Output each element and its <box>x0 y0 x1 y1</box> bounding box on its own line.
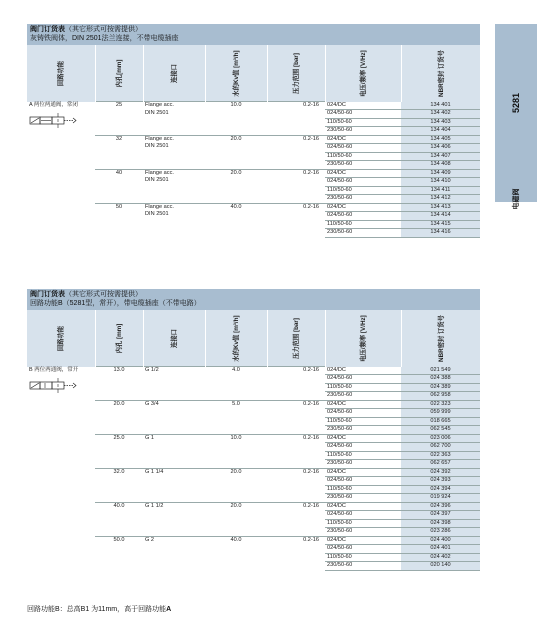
table-b <box>27 310 480 571</box>
table-row <box>27 468 480 477</box>
function-cell <box>27 367 95 571</box>
kv-cell: 20.0 <box>205 468 267 502</box>
order-table-a <box>27 24 480 238</box>
order-code-cell: 024 394 <box>401 485 480 494</box>
voltage-cell: 230/50-60 <box>325 494 401 503</box>
voltage-cell: 230/50-60 <box>325 195 401 204</box>
kv-cell: 4.0 <box>205 367 267 401</box>
order-code-cell: 020 140 <box>401 562 480 571</box>
column-header <box>205 310 267 367</box>
column-header <box>325 310 401 367</box>
order-code-cell: 024 402 <box>401 553 480 562</box>
voltage-cell: 024/DC <box>325 536 401 545</box>
column-header-label: 水的Kv值 [m³/h] <box>232 49 240 97</box>
column-header <box>267 45 325 102</box>
voltage-cell: 024/50-60 <box>325 178 401 187</box>
bore-cell: 13.0 <box>95 367 143 401</box>
side-tab-category: 电磁阀 <box>513 188 520 210</box>
column-header <box>143 45 205 102</box>
column-header <box>143 310 205 367</box>
order-code-cell: 024 396 <box>401 502 480 511</box>
column-header-label: 压力范围 [bar] <box>292 52 300 94</box>
pressure-cell: 0.2-16 <box>267 400 325 434</box>
order-code-cell: 024 392 <box>401 468 480 477</box>
column-header-label: 回路功能 <box>57 325 65 351</box>
order-code-cell: 024 397 <box>401 511 480 520</box>
pressure-cell: 0.2-16 <box>267 102 325 136</box>
bore-cell: 40.0 <box>95 502 143 536</box>
bore-cell: 50.0 <box>95 536 143 570</box>
order-code-cell: 023 006 <box>401 434 480 443</box>
order-code-cell: 134 410 <box>401 178 480 187</box>
voltage-cell: 024/DC <box>325 135 401 144</box>
order-code-cell: 134 413 <box>401 203 480 212</box>
voltage-cell: 024/50-60 <box>325 443 401 452</box>
voltage-cell: 230/50-60 <box>325 229 401 238</box>
function-label: B 两位两通阀，常开 <box>29 366 79 373</box>
side-tab <box>495 24 537 210</box>
voltage-cell: 230/50-60 <box>325 426 401 435</box>
order-code-cell: 022 323 <box>401 400 480 409</box>
kv-cell: 20.0 <box>205 169 267 203</box>
order-code-cell: 059 999 <box>401 409 480 418</box>
table-a <box>27 45 480 238</box>
column-header-label: NBR密封 订货号 <box>437 49 445 97</box>
kv-cell: 5.0 <box>205 400 267 434</box>
connection-line: Flange acc. <box>145 169 174 176</box>
connection-line: G 3/4 <box>145 400 159 407</box>
pressure-cell: 0.2-16 <box>267 169 325 203</box>
table-row <box>27 536 480 545</box>
kv-cell: 40.0 <box>205 203 267 237</box>
order-code-cell: 134 407 <box>401 152 480 161</box>
voltage-cell: 024/DC <box>325 203 401 212</box>
voltage-cell: 110/50-60 <box>325 220 401 229</box>
order-code-cell: 023 286 <box>401 528 480 537</box>
order-code-cell: 134 403 <box>401 118 480 127</box>
column-header-label: 内孔 [mm] <box>115 323 123 353</box>
pressure-cell: 0.2-16 <box>267 367 325 401</box>
voltage-cell: 024/DC <box>325 102 401 110</box>
order-code-cell: 134 402 <box>401 110 480 119</box>
voltage-cell: 024/50-60 <box>325 212 401 221</box>
connection-cell <box>143 468 205 502</box>
voltage-cell: 230/50-60 <box>325 460 401 469</box>
connection-cell <box>143 536 205 570</box>
kv-cell: 20.0 <box>205 135 267 169</box>
voltage-cell: 024/50-60 <box>325 110 401 119</box>
voltage-cell: 230/50-60 <box>325 392 401 401</box>
order-code-cell: 134 412 <box>401 195 480 204</box>
column-header <box>27 45 95 102</box>
voltage-cell: 110/50-60 <box>325 152 401 161</box>
column-header-label: 连接口 <box>170 63 178 83</box>
voltage-cell: 110/50-60 <box>325 519 401 528</box>
connection-cell <box>143 102 205 136</box>
column-header-label: 电压/频率 [V/Hz] <box>359 49 367 97</box>
bore-cell: 32.0 <box>95 468 143 502</box>
bore-cell: 40 <box>95 169 143 203</box>
connection-line: DIN 2501 <box>145 143 169 149</box>
footnote-text: 回路功能B：总高B1 为11mm，高于回路功能 <box>27 606 167 613</box>
order-code-cell: 062 700 <box>401 443 480 452</box>
connection-cell <box>143 502 205 536</box>
table-row <box>27 102 480 110</box>
table-row <box>27 367 480 375</box>
voltage-cell: 110/50-60 <box>325 118 401 127</box>
voltage-cell: 024/DC <box>325 169 401 178</box>
column-header <box>325 45 401 102</box>
voltage-cell: 230/50-60 <box>325 161 401 170</box>
pressure-cell: 0.2-16 <box>267 468 325 502</box>
order-code-cell: 134 414 <box>401 212 480 221</box>
order-code-cell: 024 398 <box>401 519 480 528</box>
table-row <box>27 502 480 511</box>
column-header <box>95 310 143 367</box>
voltage-cell: 230/50-60 <box>325 528 401 537</box>
order-code-cell: 134 411 <box>401 186 480 195</box>
connection-line: Flange acc. <box>145 135 174 142</box>
connection-line: G 1 1/4 <box>145 468 164 475</box>
kv-cell: 20.0 <box>205 502 267 536</box>
connection-line: G 1 1/2 <box>145 502 164 509</box>
order-code-cell: 134 404 <box>401 127 480 136</box>
connection-line: DIN 2501 <box>145 109 169 116</box>
voltage-cell: 024/50-60 <box>325 375 401 384</box>
table-a-title-note: （其它形式可按需提供） <box>65 26 142 33</box>
voltage-cell: 110/50-60 <box>325 186 401 195</box>
voltage-cell: 110/50-60 <box>325 383 401 392</box>
order-code-cell: 019 924 <box>401 494 480 503</box>
order-code-cell: 134 409 <box>401 169 480 178</box>
order-code-cell: 134 406 <box>401 144 480 153</box>
connection-cell <box>143 169 205 203</box>
table-row <box>27 400 480 409</box>
table-a-title: 阀门订货表 <box>30 26 65 33</box>
order-code-cell: 024 401 <box>401 545 480 554</box>
order-code-cell: 024 400 <box>401 536 480 545</box>
column-header <box>401 45 480 102</box>
column-header <box>267 310 325 367</box>
column-header-label: 内孔[mm] <box>115 59 123 87</box>
order-code-cell: 062 657 <box>401 460 480 469</box>
connection-line: DIN 2501 <box>145 211 169 217</box>
column-header-label: 压力范围 [bar] <box>292 317 300 359</box>
voltage-cell: 024/50-60 <box>325 511 401 520</box>
voltage-cell: 024/50-60 <box>325 409 401 418</box>
voltage-cell: 110/50-60 <box>325 485 401 494</box>
valve-symbol-icon <box>29 111 89 131</box>
valve-symbol-icon <box>29 376 89 396</box>
order-code-cell: 021 549 <box>401 367 480 375</box>
order-code-cell: 018 665 <box>401 417 480 426</box>
voltage-cell: 024/50-60 <box>325 477 401 486</box>
table-row <box>27 169 480 178</box>
order-code-cell: 022 363 <box>401 451 480 460</box>
table-a-subtitle: 灰铸铁阀体，DIN 2501法兰连接，不带电缆插座 <box>30 35 179 42</box>
connection-line: G 2 <box>145 536 155 543</box>
bore-cell: 50 <box>95 203 143 237</box>
column-header-label: 电压/频率 [V/Hz] <box>359 314 367 362</box>
voltage-cell: 230/50-60 <box>325 127 401 136</box>
table-row <box>27 135 480 144</box>
column-header <box>205 45 267 102</box>
connection-line: Flange acc. <box>145 203 174 210</box>
pressure-cell: 0.2-16 <box>267 434 325 468</box>
voltage-cell: 024/DC <box>325 468 401 477</box>
pressure-cell: 0.2-16 <box>267 135 325 169</box>
footnote-strong: A <box>166 606 172 613</box>
footnote <box>27 604 171 614</box>
column-header-label: 回路功能 <box>57 60 65 86</box>
order-code-cell: 134 415 <box>401 220 480 229</box>
voltage-cell: 110/50-60 <box>325 417 401 426</box>
table-a-title-band <box>27 24 480 45</box>
order-code-cell: 134 405 <box>401 135 480 144</box>
column-header-label: 水的Kv值 [m³/h] <box>232 314 240 362</box>
function-label: A 两位两通阀，常闭 <box>29 101 78 108</box>
column-header <box>27 310 95 367</box>
kv-cell: 10.0 <box>205 434 267 468</box>
table-row <box>27 203 480 212</box>
kv-cell: 40.0 <box>205 536 267 570</box>
pressure-cell: 0.2-16 <box>267 502 325 536</box>
voltage-cell: 024/DC <box>325 502 401 511</box>
order-code-cell: 024 393 <box>401 477 480 486</box>
side-tab-code: 5281 <box>511 92 521 114</box>
table-b-title-note: （其它形式可按需提供） <box>65 291 142 298</box>
pressure-cell: 0.2-16 <box>267 536 325 570</box>
bore-cell: 20.0 <box>95 400 143 434</box>
voltage-cell: 110/50-60 <box>325 553 401 562</box>
voltage-cell: 024/DC <box>325 367 401 375</box>
connection-cell <box>143 203 205 237</box>
column-header-label: 连接口 <box>170 328 178 348</box>
connection-cell <box>143 400 205 434</box>
order-code-cell: 062 958 <box>401 392 480 401</box>
bore-cell: 25.0 <box>95 434 143 468</box>
voltage-cell: 230/50-60 <box>325 562 401 571</box>
table-row <box>27 434 480 443</box>
order-table-b <box>27 289 480 571</box>
order-code-cell: 024 388 <box>401 375 480 384</box>
table-b-title-band <box>27 289 480 310</box>
order-code-cell: 062 545 <box>401 426 480 435</box>
connection-cell <box>143 135 205 169</box>
voltage-cell: 024/DC <box>325 400 401 409</box>
order-code-cell: 134 401 <box>401 102 480 110</box>
function-cell <box>27 102 95 238</box>
table-b-title: 阀门订货表 <box>30 291 65 298</box>
kv-cell: 10.0 <box>205 102 267 136</box>
connection-line: G 1 <box>145 434 155 441</box>
voltage-cell: 024/DC <box>325 434 401 443</box>
bore-cell: 25 <box>95 102 143 136</box>
column-header-label: NBR密封 订货号 <box>437 314 445 362</box>
column-header <box>401 310 480 367</box>
connection-cell <box>143 367 205 401</box>
voltage-cell: 110/50-60 <box>325 451 401 460</box>
order-code-cell: 024 389 <box>401 383 480 392</box>
order-code-cell: 134 416 <box>401 229 480 238</box>
voltage-cell: 024/50-60 <box>325 545 401 554</box>
connection-cell <box>143 434 205 468</box>
connection-line: DIN 2501 <box>145 177 169 183</box>
table-b-subtitle: 回路功能B（5281型，常开），带电缆插座（不带电路） <box>30 300 201 307</box>
connection-line: G 1/2 <box>145 367 159 373</box>
connection-line: Flange acc. <box>145 102 174 108</box>
bore-cell: 32 <box>95 135 143 169</box>
pressure-cell: 0.2-16 <box>267 203 325 237</box>
voltage-cell: 024/50-60 <box>325 144 401 153</box>
column-header <box>95 45 143 102</box>
order-code-cell: 134 408 <box>401 161 480 170</box>
